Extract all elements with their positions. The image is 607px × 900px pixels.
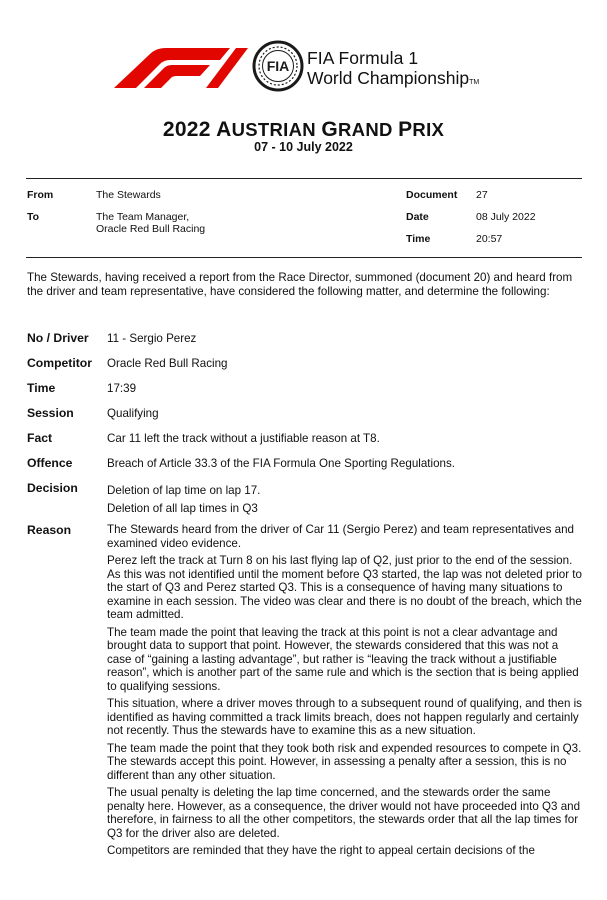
divider-top <box>26 178 582 179</box>
reason-paragraph: The Stewards heard from the driver of Car 11 (Sergio Perez) and team representatives and examined video evidence. <box>107 523 574 550</box>
trademark: TM <box>469 78 480 86</box>
from-value: The Stewards <box>96 189 161 201</box>
title-part: G <box>321 118 338 141</box>
reason-paragraph: Competitors are reminded that they have the right to appeal certain decisions of the <box>107 844 535 857</box>
date-label: Date <box>406 211 429 223</box>
fia-championship-text <box>307 50 479 87</box>
time-value: 20:57 <box>476 233 503 245</box>
competitor-label: Competitor <box>27 356 92 370</box>
fia-badge-text: FIA <box>266 58 290 74</box>
competitor-value: Oracle Red Bull Racing <box>107 357 228 370</box>
document-value: 27 <box>476 189 488 201</box>
offence-label: Offence <box>27 456 73 470</box>
decision-line: Deletion of lap time on lap 17. <box>107 484 261 497</box>
fact-value: Car 11 left the track without a justifiable reason at T8. <box>107 432 380 445</box>
offence-value: Breach of Article 33.3 of the FIA Formula One Sporting Regulations. <box>107 457 455 470</box>
title-part: 2022 A <box>162 118 232 141</box>
fia-line2-text: World Championship <box>307 67 470 88</box>
from-label: From <box>27 189 54 201</box>
header <box>110 40 530 100</box>
reason-paragraph: The usual penalty is deleting the lap time concerned, and the stewards order the same penalty here. However, as a consequence, the driver would not have proceeded into Q3 and therefore, in fairness to all the other competitors, the stewards order that all the lap times for Q3 for the driver also are deleted. <box>107 786 581 840</box>
to-label: To <box>27 211 40 223</box>
intro-paragraph: The Stewards, having received a report from the Race Director, summoned (document 20) and heard from the driver and team representative, have considered the following matter, and determine the following: <box>27 271 573 298</box>
reason-value <box>107 523 584 858</box>
reason-paragraph: The team made the point that leaving the track at this point is not a clear advantage and brought data to support that point. However, the stewards considered that this was not a case of “gaining a lasting advantage”, but rather is “leaving the track without a justifiable reason”, which is another part of the same rule and which is the section that is being applied to qualifying sessions. <box>107 625 579 693</box>
fia-badge-icon <box>252 40 304 92</box>
event-title <box>0 118 607 142</box>
reason-label: Reason <box>27 523 72 537</box>
event-dates: 07 - 10 July 2022 <box>254 140 353 154</box>
time-label: Time <box>406 233 431 245</box>
reason-paragraph: This situation, where a driver moves through to a subsequent round of qualifying, and then is identified as having committed a track limits breach, does not happen regularly and certainly not recently. Thus the stewards have to examine this as a new situation. <box>107 697 582 737</box>
decision-line: Deletion of all lap times in Q3 <box>107 502 258 515</box>
date-value: 08 July 2022 <box>476 211 536 223</box>
to-value <box>96 211 205 235</box>
time-row-value: 17:39 <box>107 382 137 395</box>
divider-bottom <box>26 257 582 258</box>
fact-label: Fact <box>27 431 53 445</box>
f1-logo-icon <box>110 46 250 90</box>
driver-value: 11 - Sergio Perez <box>107 332 197 345</box>
decision-label: Decision <box>27 481 78 495</box>
to-value-line2: Oracle Red Bull Racing <box>96 223 206 235</box>
document-label: Document <box>406 189 458 201</box>
title-part: USTRIAN <box>231 119 322 140</box>
title-part: RAND <box>338 119 399 140</box>
fia-line2 <box>307 67 480 88</box>
decision-value <box>107 482 583 518</box>
driver-label: No / Driver <box>27 331 89 345</box>
to-value-line1: The Team Manager, <box>96 211 190 223</box>
session-label: Session <box>27 406 74 420</box>
title-part: RIX <box>412 119 445 140</box>
session-value: Qualifying <box>107 407 159 420</box>
title-part: P <box>398 118 413 141</box>
reason-paragraph: The team made the point that they took both risk and expended resources to compete in Q3. The stewards accept this point. However, in assessing a penalty after a session, this is no different than any other situation. <box>107 741 582 782</box>
reason-paragraph: Perez left the track at Turn 8 on his last flying lap of Q2, just prior to the end of the session. As this was not identified until the moment before Q3 started, the lap was not deleted prior to the start of Q3 and Perez started Q3. This is a consequence of having many situations to examine in each session. The video was clear and there is no doubt of the breach, which the team admitted. <box>107 554 582 621</box>
time-row-label: Time <box>27 381 56 395</box>
fia-line1: FIA Formula 1 <box>307 48 419 68</box>
